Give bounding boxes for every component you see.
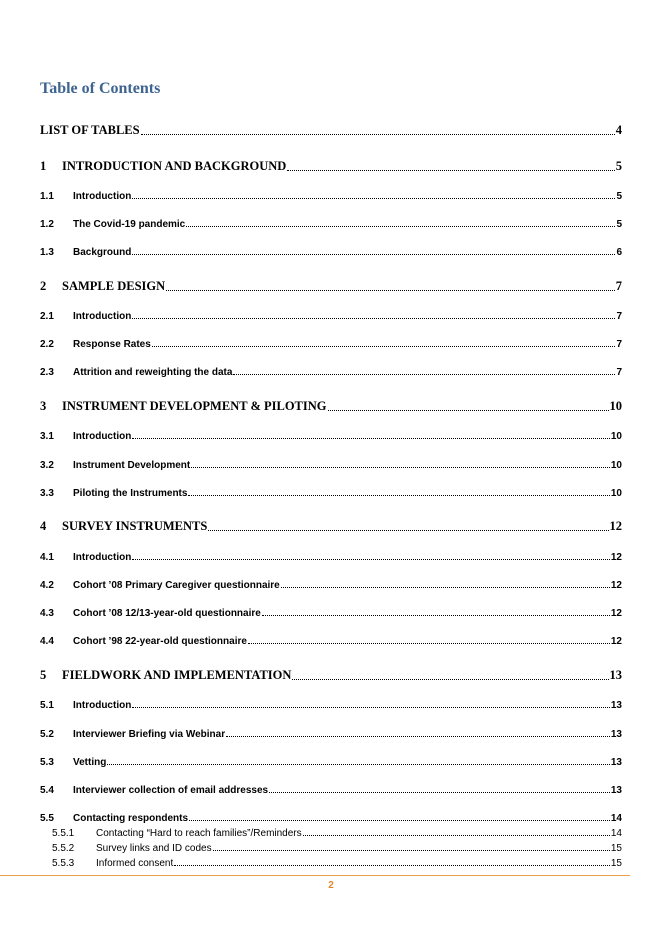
dot-leader	[226, 735, 610, 737]
toc-entry-page: 5	[616, 191, 622, 202]
toc-entry-title: FIELDWORK AND IMPLEMENTATION	[62, 668, 292, 682]
toc-entry-5-5-3[interactable]	[52, 853, 622, 869]
toc-entry-number: 5.4	[40, 785, 54, 796]
dot-leader	[188, 494, 609, 496]
toc-entry-1-2[interactable]	[40, 214, 622, 230]
page-number: 2	[328, 880, 334, 891]
toc-entry-page: 7	[615, 279, 622, 293]
toc-entry-section-1[interactable]	[40, 158, 622, 174]
dot-leader	[132, 437, 610, 439]
toc-entry-title: Attrition and reweighting the data	[73, 367, 233, 378]
toc-entry-title: SAMPLE DESIGN	[62, 279, 166, 293]
toc-entry-2-3[interactable]	[40, 362, 622, 378]
toc-entry-page: 10	[610, 460, 622, 471]
toc-entry-5-4[interactable]	[40, 780, 622, 796]
toc-entry-title: Informed consent	[96, 858, 174, 869]
toc-entry-title: Introduction	[73, 191, 132, 202]
dot-leader	[269, 791, 610, 793]
toc-entry-title: LIST OF TABLES	[40, 123, 140, 137]
toc-entry-page: 6	[616, 247, 622, 258]
dot-leader	[132, 317, 615, 319]
dot-leader	[132, 197, 615, 199]
toc-entry-4-3[interactable]	[40, 603, 622, 619]
toc-entry-5-5[interactable]	[40, 808, 622, 824]
toc-entry-number: 5	[40, 668, 47, 682]
toc-entry-page: 13	[610, 757, 622, 768]
toc-entry-5-3[interactable]	[40, 752, 622, 768]
toc-title: Table of Contents	[40, 80, 161, 97]
toc-entry-1-3[interactable]	[40, 242, 622, 258]
toc-entry-title: Introduction	[73, 700, 132, 711]
toc-entry-number: 4.3	[40, 608, 54, 619]
toc-entry-page: 12	[610, 608, 622, 619]
toc-entry-title: Background	[73, 247, 132, 258]
dot-leader	[186, 225, 615, 227]
toc-entry-number: 5.3	[40, 757, 54, 768]
toc-entry-title: Piloting the Instruments	[73, 488, 188, 499]
toc-entry-number: 1	[40, 159, 47, 173]
toc-entry-page: 5	[616, 219, 622, 230]
dot-leader	[174, 864, 610, 866]
toc-entry-number: 2	[40, 279, 47, 293]
toc-entry-section-3[interactable]	[40, 398, 622, 414]
toc-entry-section-2[interactable]	[40, 278, 622, 294]
toc-entry-page: 14	[610, 828, 622, 839]
footer-divider	[0, 875, 630, 876]
toc-entry-section-5[interactable]	[40, 667, 622, 683]
toc-entry-number: 5.5.3	[52, 858, 75, 869]
dot-leader	[107, 763, 610, 765]
toc-entry-section-4[interactable]	[40, 518, 622, 534]
toc-entry-5-5-2[interactable]	[52, 838, 622, 854]
toc-entry-3-2[interactable]	[40, 455, 622, 471]
dot-leader	[303, 834, 610, 836]
toc-entry-title: Contacting respondents	[73, 813, 189, 824]
toc-entry-page: 12	[610, 580, 622, 591]
toc-entry-2-1[interactable]	[40, 306, 622, 322]
toc-entry-title: Cohort ’98 22-year-old questionnaire	[73, 636, 247, 647]
toc-entry-title: Vetting	[73, 757, 107, 768]
toc-entry-number: 5.5.1	[52, 828, 75, 839]
toc-entry-number: 2.3	[40, 367, 54, 378]
dot-leader	[292, 678, 608, 680]
dot-leader	[262, 614, 610, 616]
toc-entry-number: 2.2	[40, 339, 54, 350]
dot-leader	[233, 373, 615, 375]
dot-leader	[132, 253, 615, 255]
toc-entry-page: 7	[616, 367, 622, 378]
toc-entry-page: 13	[609, 668, 622, 682]
toc-entry-number: 5.5	[40, 813, 54, 824]
toc-entry-number: 5.1	[40, 700, 54, 711]
toc-entry-title: Survey links and ID codes	[96, 843, 212, 854]
toc-entry-5-5-1[interactable]	[52, 823, 622, 839]
toc-entry-page: 13	[610, 785, 622, 796]
toc-entry-page: 13	[610, 700, 622, 711]
toc-entry-5-2[interactable]	[40, 724, 622, 740]
toc-entry-2-2[interactable]	[40, 334, 622, 350]
toc-entry-page: 15	[610, 843, 622, 854]
toc-entry-title: Contacting “Hard to reach families”/Reminders	[96, 828, 302, 839]
toc-entry-number: 2.1	[40, 311, 54, 322]
toc-entry-number: 4.1	[40, 552, 54, 563]
toc-entry-page: 12	[610, 636, 622, 647]
toc-entry-title: Introduction	[73, 311, 132, 322]
toc-entry-number: 3.3	[40, 488, 54, 499]
dot-leader	[132, 706, 610, 708]
dot-leader	[213, 849, 610, 851]
toc-entry-page: 12	[610, 552, 622, 563]
dot-leader	[166, 289, 615, 291]
toc-entry-title: SURVEY INSTRUMENTS	[62, 519, 208, 533]
toc-entry-title: Response Rates	[73, 339, 151, 350]
toc-entry-number: 3.1	[40, 431, 54, 442]
toc-entry-page: 4	[615, 123, 622, 137]
dot-leader	[208, 529, 608, 531]
toc-entry-title: INSTRUMENT DEVELOPMENT & PILOTING	[62, 399, 327, 413]
toc-entry-number: 5.2	[40, 729, 54, 740]
toc-entry-number: 4.4	[40, 636, 54, 647]
toc-entry-number: 1.1	[40, 191, 54, 202]
toc-entry-page: 13	[610, 729, 622, 740]
dot-leader	[141, 133, 615, 135]
toc-entry-number: 1.2	[40, 219, 54, 230]
toc-entry-title: The Covid-19 pandemic	[73, 219, 186, 230]
dot-leader	[191, 466, 610, 468]
toc-entry-page: 15	[610, 858, 622, 869]
toc-entry-page: 14	[610, 813, 622, 824]
toc-entry-number: 1.3	[40, 247, 54, 258]
toc-entry-page: 10	[609, 399, 622, 413]
dot-leader	[189, 819, 610, 821]
toc-entry-5-1[interactable]	[40, 695, 622, 711]
dot-leader	[328, 409, 609, 411]
toc-entry-3-3[interactable]	[40, 483, 622, 499]
toc-entry-page: 12	[609, 519, 622, 533]
dot-leader	[248, 642, 610, 644]
toc-entry-number: 3	[40, 399, 47, 413]
toc-entry-number: 4	[40, 519, 47, 533]
toc-entry-number: 4.2	[40, 580, 54, 591]
toc-entry-4-4[interactable]	[40, 631, 622, 647]
dot-leader	[132, 558, 610, 560]
toc-entry-page: 5	[615, 159, 622, 173]
toc-entry-title: Cohort ’08 Primary Caregiver questionnaire	[73, 580, 280, 591]
toc-entry-page: 10	[610, 431, 622, 442]
toc-entry-number: 5.5.2	[52, 843, 75, 854]
toc-entry-page: 7	[616, 339, 622, 350]
toc-entry-title: Interviewer Briefing via Webinar	[73, 729, 226, 740]
toc-entry-title: Instrument Development	[73, 460, 191, 471]
toc-entry-title: Interviewer collection of email addresses	[73, 785, 269, 796]
toc-entry-page: 10	[610, 488, 622, 499]
dot-leader	[281, 586, 610, 588]
toc-entry-title: Introduction	[73, 552, 132, 563]
dot-leader	[152, 345, 616, 347]
dot-leader	[287, 169, 614, 171]
toc-entry-4-1[interactable]	[40, 547, 622, 563]
toc-entry-4-2[interactable]	[40, 575, 622, 591]
toc-entry-title: Introduction	[73, 431, 132, 442]
toc-entry-number: 3.2	[40, 460, 54, 471]
toc-entry-page: 7	[616, 311, 622, 322]
toc-entry-title: Cohort ’08 12/13-year-old questionnaire	[73, 608, 261, 619]
toc-entry-1-1[interactable]	[40, 186, 622, 202]
toc-entry-3-1[interactable]	[40, 426, 622, 442]
toc-entry-title: INTRODUCTION AND BACKGROUND	[62, 159, 287, 173]
toc-entry-list-of-tables[interactable]	[40, 122, 622, 138]
